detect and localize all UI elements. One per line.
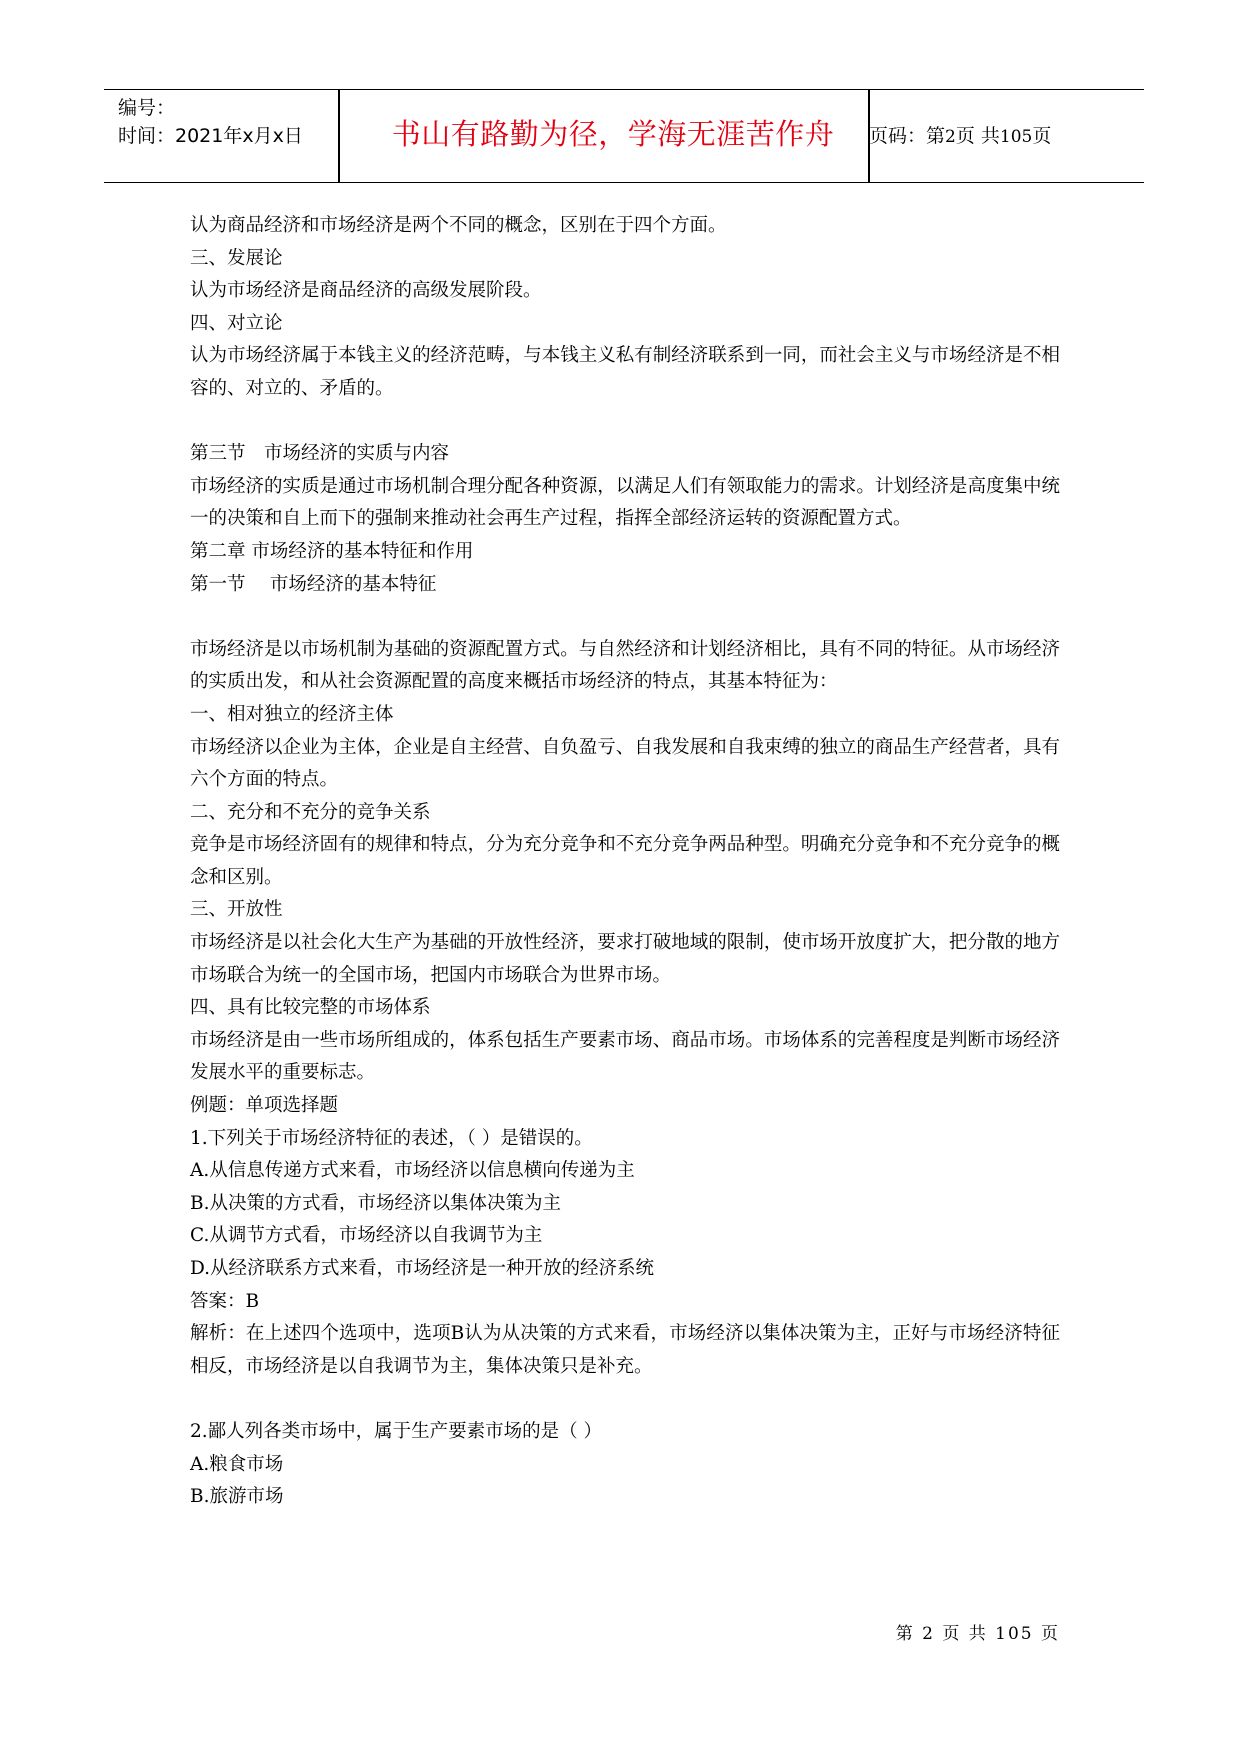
body-paragraph: 市场经济是以市场机制为基础的资源配置方式。与自然经济和计划经济相比，具有不同的特征。从市场经济的实质出发，和从社会资源配置的高度来概括市场经济的特点，其基本特征为： bbox=[190, 638, 1060, 693]
body-paragraph: B.从决策的方式看，市场经济以集体决策为主 bbox=[190, 1192, 561, 1214]
body-paragraph: C.从调节方式看，市场经济以自我调节为主 bbox=[190, 1225, 543, 1247]
header-motto: 书山有路勤为径，学海无涯苦作舟 bbox=[391, 117, 835, 151]
body-paragraph: 四、具有比较完整的市场体系 bbox=[190, 997, 431, 1019]
page-total: 105 bbox=[999, 127, 1033, 147]
header-meta bbox=[118, 94, 358, 150]
document-time-label: 时间：2021年x月x日 bbox=[118, 125, 303, 147]
body-paragraph: 一、相对独立的经济主体 bbox=[190, 703, 394, 725]
body-paragraph: 2.鄙人列各类市场中，属于生产要素市场的是（ ） bbox=[190, 1420, 603, 1442]
header-page-number bbox=[869, 122, 1139, 151]
body-paragraph: 第一节 市场经济的基本特征 bbox=[190, 573, 437, 595]
page-header bbox=[104, 89, 1144, 183]
document-number-label: 编号： bbox=[118, 97, 176, 119]
body-paragraph: 二、充分和不充分的竞争关系 bbox=[190, 801, 431, 823]
body-paragraph: 答案：B bbox=[190, 1290, 260, 1312]
page-footer: 第 2 页 共 105 页 bbox=[895, 1624, 1060, 1644]
body-paragraph: 四、对立论 bbox=[190, 312, 283, 334]
body-paragraph: 认为市场经济属于本钱主义的经济范畴，与本钱主义私有制经济联系到一同，而社会主义与市场经济是不相容的、对立的、矛盾的。 bbox=[190, 345, 1060, 399]
body-paragraph bbox=[190, 1383, 1060, 1416]
body-paragraph bbox=[190, 601, 1060, 634]
body-paragraph: A.粮食市场 bbox=[190, 1453, 284, 1475]
body-paragraph: 市场经济是以社会化大生产为基础的开放性经济，要求打破地域的限制，使市场开放度扩大，把分散的地方市场联合为统一的全国市场，把国内市场联合为世界市场。 bbox=[190, 932, 1060, 986]
body-paragraph: 认为市场经济是商品经济的高级发展阶段。 bbox=[190, 280, 542, 302]
body-paragraph bbox=[190, 406, 1060, 439]
body-paragraph: 例题：单项选择题 bbox=[190, 1095, 339, 1117]
page-prefix: 页码：第 bbox=[869, 125, 946, 147]
page-mid: 页 共 bbox=[955, 125, 1000, 147]
body-paragraph: B.旅游市场 bbox=[190, 1486, 284, 1508]
body-paragraph: 竞争是市场经济固有的规律和特点，分为充分竞争和不充分竞争两品种型。明确充分竞争和不充分竞争的概念和区别。 bbox=[190, 834, 1060, 888]
page-current: 2 bbox=[945, 127, 956, 147]
body-paragraph: 三、开放性 bbox=[190, 899, 283, 921]
document-body bbox=[190, 210, 1060, 1514]
body-paragraph: 第三节 市场经济的实质与内容 bbox=[190, 443, 450, 465]
body-paragraph: 市场经济的实质是通过市场机制合理分配各种资源，以满足人们有领取能力的需求。计划经济是高度集中统一的决策和自上而下的强制来推动社会再生产过程，指挥全部经济运转的资源配置方式。 bbox=[190, 475, 1060, 530]
body-paragraph: 三、发展论 bbox=[190, 247, 283, 269]
page-suffix: 页 bbox=[1032, 125, 1052, 147]
header-divider-left bbox=[338, 90, 340, 182]
body-paragraph: 认为商品经济和市场经济是两个不同的概念，区别在于四个方面。 bbox=[190, 215, 727, 236]
body-paragraph: D.从经济联系方式来看，市场经济是一种开放的经济系统 bbox=[190, 1258, 655, 1279]
body-paragraph: 市场经济是由一些市场所组成的，体系包括生产要素市场、商品市场。市场体系的完善程度是判断市场经济发展水平的重要标志。 bbox=[190, 1029, 1060, 1084]
body-paragraph: 1.下列关于市场经济特征的表述，（ ）是错误的。 bbox=[190, 1127, 593, 1149]
body-paragraph: 解析：在上述四个选项中，选项B认为从决策的方式来看，市场经济以集体决策为主，正好与市场经济特征相反，市场经济是以自我调节为主，集体决策只是补充。 bbox=[190, 1323, 1060, 1377]
body-paragraph: 市场经济以企业为主体，企业是自主经营、自负盈亏、自我发展和自我束缚的独立的商品生产经营者，具有六个方面的特点。 bbox=[190, 736, 1060, 791]
body-paragraph: 第二章 市场经济的基本特征和作用 bbox=[190, 540, 474, 562]
body-paragraph: A.从信息传递方式来看，市场经济以信息横向传递为主 bbox=[190, 1160, 635, 1182]
